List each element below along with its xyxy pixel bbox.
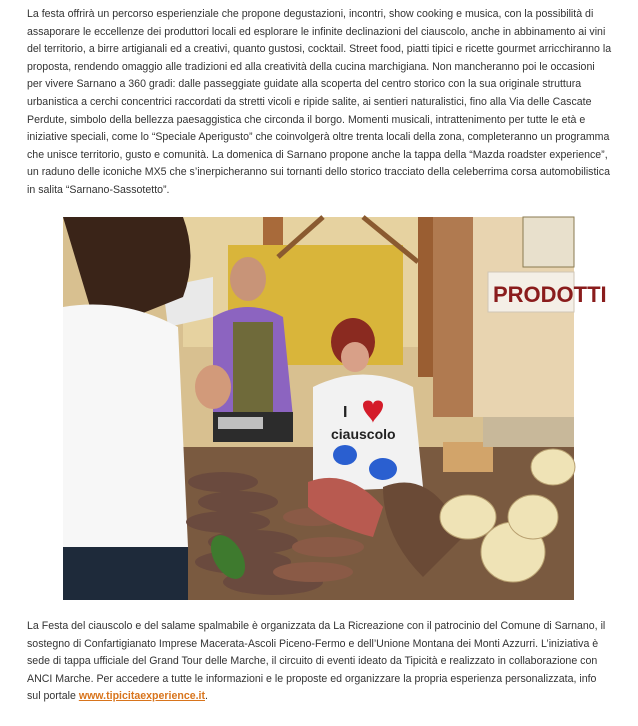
shirt-text-i: I	[343, 404, 348, 421]
article-paragraph-organizers	[27, 618, 612, 706]
prodotti-sign-text: PRODOTTI	[493, 282, 607, 307]
festival-photo	[63, 217, 607, 600]
closing-period: .	[205, 690, 208, 703]
tipicita-portal-link[interactable]: www.tipicitaexperience.it	[78, 690, 206, 703]
shirt-text-ciauscolo: ciauscolo	[331, 426, 396, 442]
organizers-text: La Festa del ciauscolo e del salame spalmabile è organizzata da La Ricreazione con il patrocinio del Comune di Sarnano, il sostegno di Confartigianato Imprese Macerata-Ascoli Piceno-Fermo e dell’Unione Montana dei Monti Azzurri. L’iniziativa è sede di tappa ufficiale del Grand Tour delle Marche, il circuito di eventi ideato da Tipicità e realizzato in collaborazione con ANCI Marche. Per accedere a tutte le informazioni e le proposte ed organizzare la propria esperienza personalizzata, info sul portale	[27, 620, 606, 703]
article-paragraph-intro: La festa offrirà un percorso esperienziale che propone degustazioni, incontri, show cooking e musica, con la possibilità di assaporare le eccellenze dei produttori locali ed esplorare le infinite declinazioni del ciauscolo, anche in abbinamento ai vini del territorio, a birre artigianali ed a creativi, quanto gustosi, cocktail. Street food, piatti tipici e ricette gourmet arricchiranno la proposta, rendendo omaggio alle tradizioni ed alla creatività della cucina marchigiana. Non mancheranno poi le occasioni per vivere Sarnano a 360 gradi: dalle passeggiate guidate alla scoperta del centro storico con la sua originale struttura urbanistica a cerchi concentrici raccordati da stretti vicoli e ripide salite, ai sentieri naturalistici, fino alla Via delle Cascate Perdute, simbolo della bellezza paesaggistica che circonda il borgo. Momenti musicali, intrattenimento per tutte le età e iniziative speciali, come lo “Speciale Aperigusto” che coinvolgerà oltre trenta locali della zona, completeranno un programma che unisce territorio, gusto e comunità. La domenica di Sarnano propone anche la tappa della “Mazda roadster experience”, un raduno delle iconiche MX5 che s’inerpicheranno sui tornanti dello storico tracciato della celeberrima corsa automobilistica in salita “Sarnano-Sassotetto”.	[27, 8, 612, 196]
